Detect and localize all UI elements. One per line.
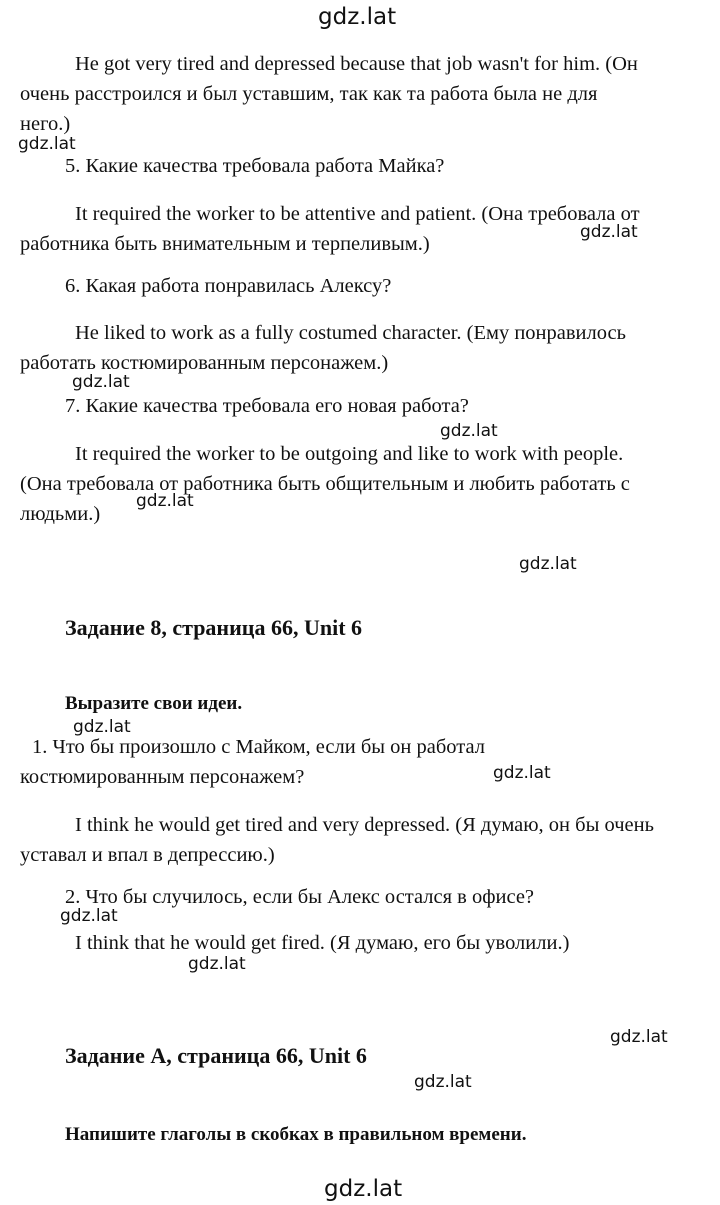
task-a-instruction: Напишите глаголы в скобках в правильном времени. [65, 1124, 527, 1145]
task-8-heading: Задание 8, страница 66, Unit 6 [65, 615, 363, 640]
watermark: gdz.lat [440, 421, 498, 441]
watermark: gdz.lat [493, 763, 551, 783]
question-8-1-line-1: 1. Что бы произошло с Майком, если бы он работал [32, 736, 485, 758]
question-7: 7. Какие качества требовала его новая работа? [65, 395, 469, 417]
answer-4-line-3: него.) [20, 113, 71, 135]
watermark-top: gdz.lat [318, 4, 397, 30]
question-5: 5. Какие качества требовала работа Майка? [65, 155, 445, 177]
answer-4-line-1: He got very tired and depressed because that job wasn't for him. (Он [75, 53, 638, 75]
question-6: 6. Какая работа понравилась Алексу? [65, 275, 392, 297]
answer-8-1-line-1: I think he would get tired and very depressed. (Я думаю, он бы очень [75, 814, 654, 836]
watermark: gdz.lat [72, 372, 130, 392]
task-a-heading: Задание A, страница 66, Unit 6 [65, 1043, 367, 1068]
answer-7-line-2: (Она требовала от работника быть общительным и любить работать с [20, 473, 630, 495]
watermark: gdz.lat [73, 717, 131, 737]
watermark: gdz.lat [18, 134, 76, 154]
watermark: gdz.lat [580, 222, 638, 242]
answer-7-line-3: людьми.) [20, 503, 101, 525]
watermark-bottom: gdz.lat [324, 1176, 403, 1202]
answer-6-line-1: He liked to work as a fully costumed character. (Ему понравилось [75, 322, 626, 344]
answer-6-line-2: работать костюмированным персонажем.) [20, 352, 389, 374]
answer-5-line-2: работника быть внимательным и терпеливым.) [20, 233, 430, 255]
task-8-instruction: Выразите свои идеи. [65, 693, 243, 714]
question-8-1-line-2: костюмированным персонажем? [20, 766, 305, 788]
watermark: gdz.lat [610, 1027, 668, 1047]
watermark: gdz.lat [414, 1072, 472, 1092]
answer-7-line-1: It required the worker to be outgoing and like to work with people. [75, 443, 624, 465]
question-8-2: 2. Что бы случилось, если бы Алекс остался в офисе? [65, 886, 535, 908]
answer-8-2: I think that he would get fired. (Я думаю, его бы уволили.) [75, 932, 570, 954]
watermark: gdz.lat [519, 554, 577, 574]
answer-8-1-line-2: уставал и впал в депрессию.) [20, 844, 275, 866]
answer-5-line-1: It required the worker to be attentive and patient. (Она требовала от [75, 203, 640, 225]
watermark: gdz.lat [188, 954, 246, 974]
answer-4-line-2: очень расстроился и был уставшим, так как та работа была не для [20, 83, 598, 105]
watermark: gdz.lat [136, 491, 194, 511]
watermark: gdz.lat [60, 906, 118, 926]
